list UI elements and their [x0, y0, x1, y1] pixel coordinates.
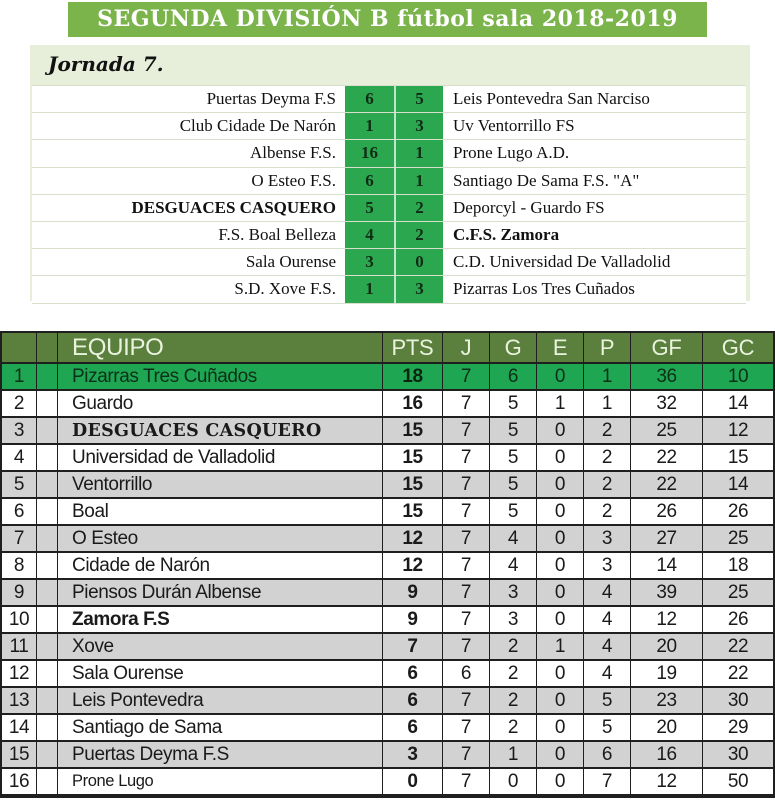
goals-for-cell: 20: [631, 634, 703, 661]
header-equipo: EQUIPO: [58, 333, 383, 364]
away-team-name: Prone Lugo A.D.: [453, 143, 570, 163]
points-cell: 12: [383, 553, 443, 580]
losses-cell: 2: [584, 472, 631, 499]
away-team-name: C.F.S. Zamora: [453, 225, 560, 245]
team-name-cell: Pizarras Tres Cuñados: [58, 364, 383, 391]
goals-against-cell: 25: [703, 580, 773, 607]
wins-cell: 6: [490, 364, 537, 391]
position-cell: 5: [2, 472, 37, 499]
home-score-cell: 4: [345, 222, 394, 248]
points-cell: 7: [383, 634, 443, 661]
goals-against-cell: 15: [703, 445, 773, 472]
goals-for-cell: 26: [631, 499, 703, 526]
spacer-cell: [37, 418, 58, 445]
position-cell: 10: [2, 607, 37, 634]
played-cell: 7: [443, 553, 490, 580]
draws-cell: 0: [537, 742, 584, 769]
goals-for-cell: 22: [631, 472, 703, 499]
spacer-cell: [37, 715, 58, 742]
home-score-cell: 5: [345, 195, 394, 221]
match-row: [32, 86, 746, 113]
match-row: [32, 276, 746, 303]
standings-row: [2, 499, 773, 526]
home-score-cell: 1: [345, 113, 394, 139]
points-cell: 18: [383, 364, 443, 391]
draws-cell: 0: [537, 688, 584, 715]
match-row: [32, 195, 746, 222]
played-cell: 7: [443, 391, 490, 418]
losses-cell: 1: [584, 364, 631, 391]
draws-cell: 0: [537, 661, 584, 688]
away-score-cell: 1: [394, 168, 443, 194]
played-cell: 7: [443, 472, 490, 499]
home-team-name: Club Cidade De Narón: [179, 116, 336, 136]
draws-cell: 0: [537, 418, 584, 445]
position-cell: 13: [2, 688, 37, 715]
losses-cell: 4: [584, 580, 631, 607]
home-score-cell: 1: [345, 276, 394, 302]
losses-cell: 3: [584, 526, 631, 553]
home-score-cell: 3: [345, 249, 394, 275]
team-name-cell: Zamora F.S: [58, 607, 383, 634]
standings-row: [2, 391, 773, 418]
goals-against-cell: 10: [703, 364, 773, 391]
team-name-cell: Ventorrillo: [58, 472, 383, 499]
goals-for-cell: 16: [631, 742, 703, 769]
spacer-cell: [37, 607, 58, 634]
match-row: [32, 222, 746, 249]
standings-row: [2, 526, 773, 553]
header-j: J: [443, 333, 490, 364]
goals-for-cell: 36: [631, 364, 703, 391]
wins-cell: 3: [490, 607, 537, 634]
standings-row: [2, 364, 773, 391]
losses-cell: 6: [584, 742, 631, 769]
goals-against-cell: 22: [703, 634, 773, 661]
position-cell: 6: [2, 499, 37, 526]
standings-row: [2, 742, 773, 769]
team-name-cell: Xove: [58, 634, 383, 661]
standings-table: [0, 331, 775, 798]
away-score-cell: 5: [394, 86, 443, 112]
standings-row: [2, 715, 773, 742]
team-name-cell: Puertas Deyma F.S: [58, 742, 383, 769]
header-gf: GF: [631, 333, 703, 364]
goals-for-cell: 20: [631, 715, 703, 742]
standings-row: [2, 580, 773, 607]
wins-cell: 2: [490, 715, 537, 742]
goals-against-cell: 18: [703, 553, 773, 580]
goals-for-cell: 12: [631, 769, 703, 796]
standings-row: [2, 472, 773, 499]
team-name-cell: Cidade de Narón: [58, 553, 383, 580]
goals-for-cell: 23: [631, 688, 703, 715]
losses-cell: 5: [584, 715, 631, 742]
goals-for-cell: 22: [631, 445, 703, 472]
wins-cell: 5: [490, 418, 537, 445]
played-cell: 7: [443, 445, 490, 472]
points-cell: 3: [383, 742, 443, 769]
losses-cell: 4: [584, 661, 631, 688]
points-cell: 15: [383, 418, 443, 445]
round-label: Jornada 7.: [48, 52, 164, 76]
position-cell: 4: [2, 445, 37, 472]
wins-cell: 5: [490, 472, 537, 499]
standings-row: [2, 688, 773, 715]
losses-cell: 7: [584, 769, 631, 796]
away-score-cell: 2: [394, 195, 443, 221]
home-team-name: Sala Ourense: [245, 252, 336, 272]
losses-cell: 2: [584, 445, 631, 472]
position-cell: 3: [2, 418, 37, 445]
spacer-cell: [37, 364, 58, 391]
away-team-name: C.D. Universidad De Valladolid: [453, 252, 671, 272]
losses-cell: 1: [584, 391, 631, 418]
standings-row: [2, 607, 773, 634]
goals-against-cell: 22: [703, 661, 773, 688]
wins-cell: 2: [490, 634, 537, 661]
team-name-cell: Boal: [58, 499, 383, 526]
spacer-cell: [37, 499, 58, 526]
goals-against-cell: 30: [703, 688, 773, 715]
home-score-cell: 16: [345, 140, 394, 166]
team-name-cell: DESGUACES CASQUERO: [58, 418, 383, 445]
points-cell: 6: [383, 661, 443, 688]
results-panel: [30, 45, 750, 301]
points-cell: 15: [383, 499, 443, 526]
goals-against-cell: 26: [703, 607, 773, 634]
wins-cell: 2: [490, 688, 537, 715]
goals-against-cell: 50: [703, 769, 773, 796]
spacer-cell: [37, 526, 58, 553]
header-p: P: [584, 333, 631, 364]
points-cell: 15: [383, 445, 443, 472]
team-name-cell: Universidad de Valladolid: [58, 445, 383, 472]
draws-cell: 0: [537, 364, 584, 391]
standings-row: [2, 553, 773, 580]
goals-for-cell: 19: [631, 661, 703, 688]
away-score-cell: 1: [394, 140, 443, 166]
team-name-cell: Prone Lugo: [58, 769, 383, 796]
wins-cell: 1: [490, 742, 537, 769]
team-name-cell: Piensos Durán Albense: [58, 580, 383, 607]
played-cell: 7: [443, 418, 490, 445]
team-name-cell: Sala Ourense: [58, 661, 383, 688]
goals-against-cell: 26: [703, 499, 773, 526]
spacer-cell: [37, 742, 58, 769]
home-team-name: F.S. Boal Belleza: [218, 225, 336, 245]
away-team-name: Pizarras Los Tres Cuñados: [453, 279, 635, 299]
standings-row: [2, 445, 773, 472]
points-cell: 0: [383, 769, 443, 796]
draws-cell: 1: [537, 391, 584, 418]
team-name-cell: Guardo: [58, 391, 383, 418]
played-cell: 7: [443, 499, 490, 526]
away-score-cell: 2: [394, 222, 443, 248]
match-row: [32, 168, 746, 195]
spacer-cell: [37, 472, 58, 499]
match-row: [32, 113, 746, 140]
standings-row: [2, 634, 773, 661]
goals-for-cell: 39: [631, 580, 703, 607]
points-cell: 6: [383, 715, 443, 742]
away-score-cell: 0: [394, 249, 443, 275]
standings-header-row: [2, 333, 773, 364]
draws-cell: 0: [537, 769, 584, 796]
team-name-cell: O Esteo: [58, 526, 383, 553]
wins-cell: 2: [490, 661, 537, 688]
spacer-cell: [37, 634, 58, 661]
played-cell: 7: [443, 526, 490, 553]
header-pts: PTS: [383, 333, 443, 364]
played-cell: 7: [443, 715, 490, 742]
position-cell: 2: [2, 391, 37, 418]
team-name-cell: Leis Pontevedra: [58, 688, 383, 715]
goals-for-cell: 32: [631, 391, 703, 418]
points-cell: 9: [383, 580, 443, 607]
wins-cell: 0: [490, 769, 537, 796]
points-cell: 15: [383, 472, 443, 499]
away-team-name: Santiago De Sama F.S. "A": [453, 170, 640, 190]
wins-cell: 5: [490, 499, 537, 526]
goals-for-cell: 25: [631, 418, 703, 445]
draws-cell: 0: [537, 607, 584, 634]
draws-cell: 0: [537, 499, 584, 526]
spacer-cell: [37, 445, 58, 472]
points-cell: 6: [383, 688, 443, 715]
standings-row: [2, 769, 773, 796]
goals-for-cell: 12: [631, 607, 703, 634]
losses-cell: 2: [584, 418, 631, 445]
header-gc: GC: [703, 333, 773, 364]
draws-cell: 1: [537, 634, 584, 661]
played-cell: 6: [443, 661, 490, 688]
wins-cell: 4: [490, 526, 537, 553]
away-score-cell: 3: [394, 276, 443, 302]
page-title: SEGUNDA DIVISIÓN B fútbol sala 2018-2019: [68, 2, 707, 37]
away-score-cell: 3: [394, 113, 443, 139]
home-score-cell: 6: [345, 86, 394, 112]
home-score-cell: 6: [345, 168, 394, 194]
goals-against-cell: 29: [703, 715, 773, 742]
match-row: [32, 249, 746, 276]
header-e: E: [537, 333, 584, 364]
wins-cell: 3: [490, 580, 537, 607]
spacer-cell: [37, 688, 58, 715]
home-team-name: DESGUACES CASQUERO: [131, 197, 336, 217]
wins-cell: 5: [490, 391, 537, 418]
position-cell: 8: [2, 553, 37, 580]
draws-cell: 0: [537, 715, 584, 742]
draws-cell: 0: [537, 445, 584, 472]
away-team-name: Deporcyl - Guardo FS: [453, 197, 605, 217]
match-row: [32, 140, 746, 167]
standings-row: [2, 418, 773, 445]
draws-cell: 0: [537, 580, 584, 607]
away-team-name: Leis Pontevedra San Narciso: [453, 89, 650, 109]
losses-cell: 2: [584, 499, 631, 526]
played-cell: 7: [443, 634, 490, 661]
wins-cell: 4: [490, 553, 537, 580]
spacer-cell: [37, 769, 58, 796]
draws-cell: 0: [537, 472, 584, 499]
goals-against-cell: 14: [703, 472, 773, 499]
wins-cell: 5: [490, 445, 537, 472]
played-cell: 7: [443, 607, 490, 634]
played-cell: 7: [443, 688, 490, 715]
standings-row: [2, 661, 773, 688]
spacer-cell: [37, 553, 58, 580]
position-cell: 14: [2, 715, 37, 742]
header-position-cell: [2, 333, 37, 364]
draws-cell: 0: [537, 526, 584, 553]
team-name-cell: Santiago de Sama: [58, 715, 383, 742]
draws-cell: 0: [537, 553, 584, 580]
home-team-name: Albense F.S.: [249, 143, 336, 163]
goals-against-cell: 12: [703, 418, 773, 445]
played-cell: 7: [443, 742, 490, 769]
losses-cell: 4: [584, 607, 631, 634]
position-cell: 7: [2, 526, 37, 553]
losses-cell: 4: [584, 634, 631, 661]
points-cell: 16: [383, 391, 443, 418]
spacer-cell: [37, 391, 58, 418]
played-cell: 7: [443, 580, 490, 607]
goals-against-cell: 14: [703, 391, 773, 418]
header-g: G: [490, 333, 537, 364]
position-cell: 16: [2, 769, 37, 796]
played-cell: 7: [443, 364, 490, 391]
spacer-cell: [37, 580, 58, 607]
home-team-name: O Esteo F.S.: [251, 170, 336, 190]
goals-against-cell: 25: [703, 526, 773, 553]
losses-cell: 3: [584, 553, 631, 580]
position-cell: 1: [2, 364, 37, 391]
goals-for-cell: 27: [631, 526, 703, 553]
goals-for-cell: 14: [631, 553, 703, 580]
home-team-name: Puertas Deyma F.S: [206, 89, 336, 109]
home-team-name: S.D. Xove F.S.: [234, 279, 336, 299]
points-cell: 12: [383, 526, 443, 553]
points-cell: 9: [383, 607, 443, 634]
away-team-name: Uv Ventorrillo FS: [453, 116, 575, 136]
position-cell: 11: [2, 634, 37, 661]
position-cell: 12: [2, 661, 37, 688]
results-table: [32, 85, 746, 304]
header-spacer-cell: [37, 333, 58, 364]
spacer-cell: [37, 661, 58, 688]
goals-against-cell: 30: [703, 742, 773, 769]
position-cell: 9: [2, 580, 37, 607]
standings-body: [2, 364, 773, 796]
losses-cell: 5: [584, 688, 631, 715]
played-cell: 7: [443, 769, 490, 796]
position-cell: 15: [2, 742, 37, 769]
